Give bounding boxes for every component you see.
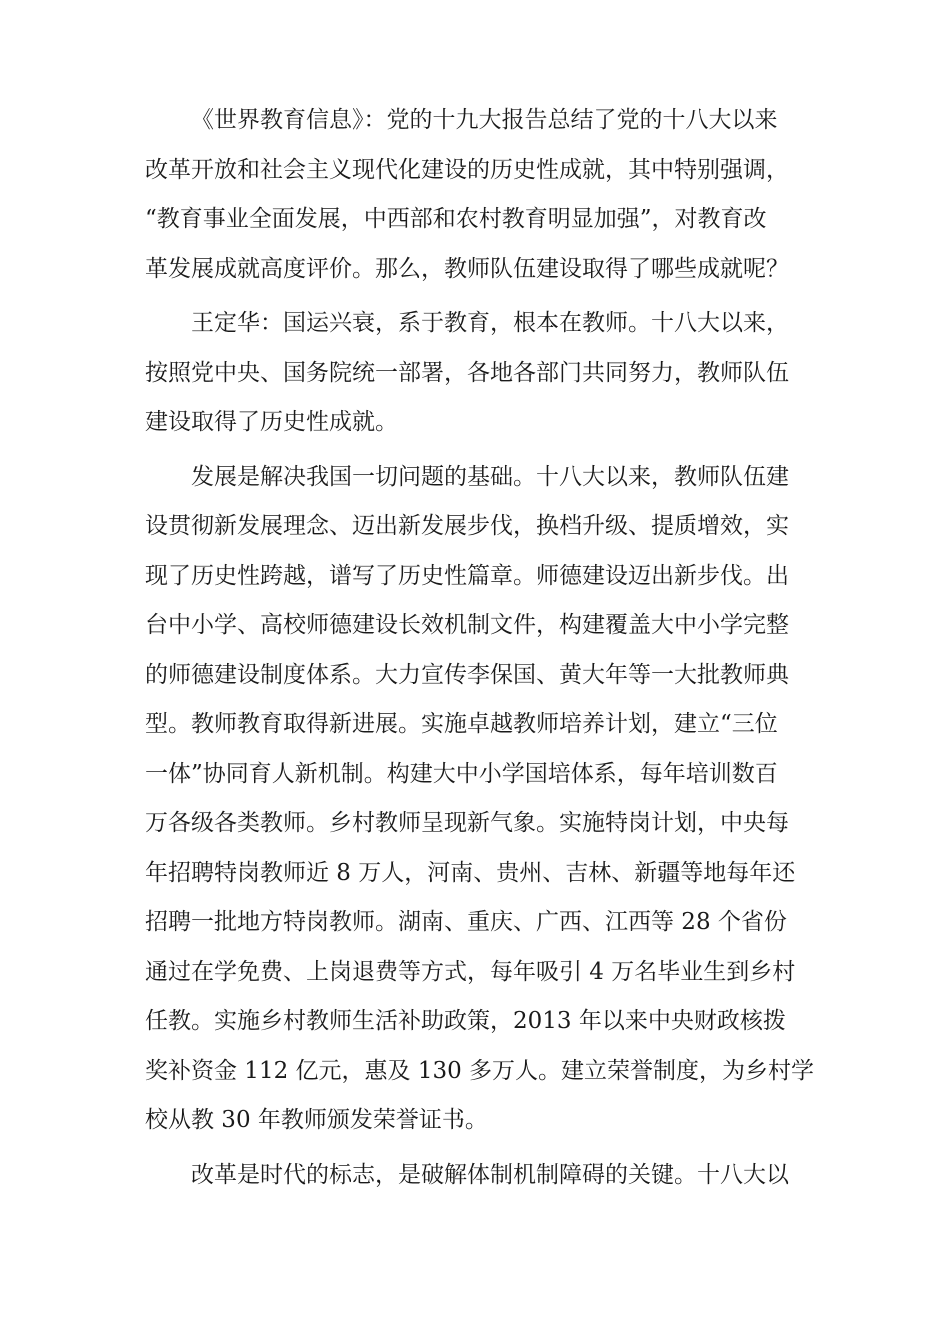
text-line: 万各级各类教师。乡村教师呈现新气象。实施特岗计划，中央每 [145,810,789,836]
text-line: 现了历史性跨越，谱写了历史性篇章。师德建设迈出新步伐。出 [145,562,789,589]
paragraph-1 [145,96,815,294]
paragraph-2 [145,299,815,448]
article-body [145,96,815,1200]
text-line: 设贯彻新发展理念、迈出新发展步伐，换档升级、提质增效，实 [145,513,789,539]
text-line: 《世界教育信息》：党的十九大报告总结了党的十八大以来 [191,107,778,133]
text-line: 王定华：国运兴衰，系于教育，根本在教师。十八大以来， [191,310,789,336]
text-line: 革发展成就高度评价。那么，教师队伍建设取得了哪些成就呢？ [145,255,789,282]
text-line: 招聘一批地方特岗教师。湖南、重庆、广西、江西等 28 个省份 [145,909,787,935]
text-line: 按照党中央、国务院统一部署，各地各部门共同努力，教师队伍 [145,359,789,386]
text-line: 发展是解决我国一切问题的基础。十八大以来，教师队伍建 [191,463,789,490]
text-line: 任教。实施乡村教师生活补助政策，2013 年以来中央财政核拨 [145,1008,786,1034]
text-line: 年招聘特岗教师近 8 万人，河南、贵州、吉林、新疆等地每年还 [145,859,796,886]
text-line: 奖补资金 112 亿元，惠及 130 多万人。建立荣誉制度，为乡村学 [145,1057,815,1084]
text-line: 通过在学免费、上岗退费等方式，每年吸引 4 万名毕业生到乡村 [145,958,796,985]
paragraph-3 [145,453,815,1146]
text-line: 一体”协同育人新机制。构建大中小学国培体系，每年培训数百 [145,760,778,787]
text-line: 的师德建设制度体系。大力宣传李保国、黄大年等一大批教师典 [145,661,789,688]
text-line: 型。教师教育取得新进展。实施卓越教师培养计划，建立“三位 [145,711,778,737]
text-line: 校从教 30 年教师颁发荣誉证书。 [145,1107,488,1133]
paragraph-4 [145,1151,815,1201]
text-line: 台中小学、高校师德建设长效机制文件，构建覆盖大中小学完整 [145,612,789,638]
text-line: “教育事业全面发展，中西部和农村教育明显加强”，对教育改 [145,206,767,232]
text-line: 改革开放和社会主义现代化建设的历史性成就，其中特别强调， [145,156,789,183]
text-line: 建设取得了历史性成就。 [145,409,398,435]
text-line: 改革是时代的标志，是破解体制机制障碍的关键。十八大以 [191,1161,789,1188]
